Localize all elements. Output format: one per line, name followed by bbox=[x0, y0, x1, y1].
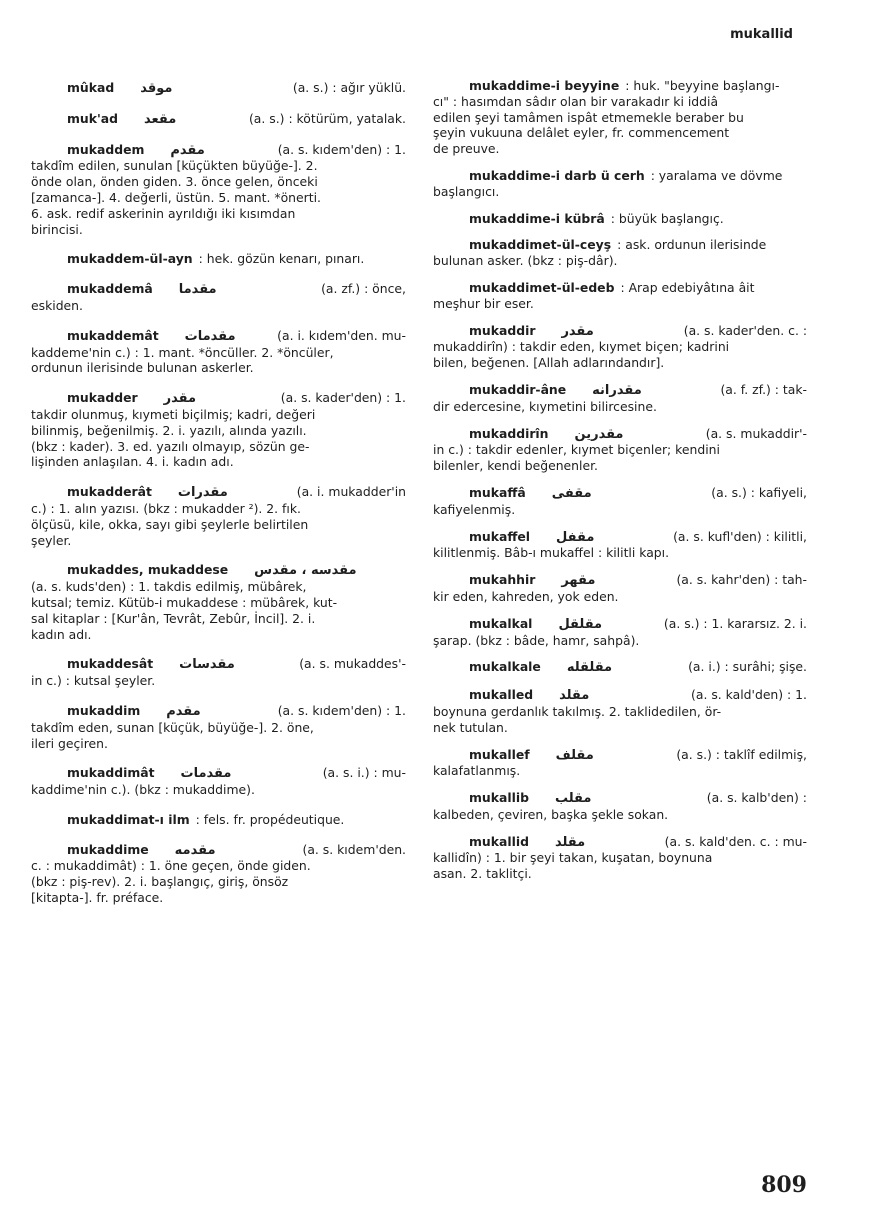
entry-definition-line: (bkz : kader). 3. ed. yazılı olmayıp, sözün ge- bbox=[31, 438, 310, 454]
entry-first-line bbox=[31, 328, 406, 345]
entry-definition-line: [kitapta-]. fr. préface. bbox=[31, 890, 164, 906]
entry-gloss: (a. s. kahr'den) : tah- bbox=[676, 572, 807, 588]
entry-gloss: (a. s.) : ağır yüklü. bbox=[292, 80, 406, 95]
entry-arabic-script: مقفى bbox=[551, 485, 592, 501]
entry-headword: mukaddemâ bbox=[67, 281, 153, 297]
entry-first-line bbox=[31, 484, 406, 501]
entry-first-line bbox=[433, 426, 807, 443]
dictionary-entry bbox=[31, 390, 406, 470]
entry-first-line bbox=[433, 687, 807, 704]
entry-gloss: (a. s. kalb'den) : bbox=[706, 790, 807, 806]
dictionary-entry bbox=[433, 237, 807, 269]
dictionary-entry bbox=[31, 484, 406, 548]
entry-definition-line: lişinden anlaşılan. 4. i. kadın adı. bbox=[31, 454, 234, 470]
dictionary-entry bbox=[433, 616, 807, 649]
entry-headword: mukalled bbox=[469, 687, 534, 703]
dictionary-entry bbox=[31, 142, 406, 238]
entry-gloss: (a. s. i.) : mu- bbox=[322, 765, 406, 781]
entry-arabic-script: مقدم bbox=[170, 142, 205, 158]
entry-arabic-script: مقفل bbox=[556, 529, 595, 545]
entry-headword: mukaddime-i darb ü cerh bbox=[469, 167, 645, 183]
entry-arabic-script: مقدمات bbox=[180, 766, 232, 782]
entry-gloss: : fels. fr. propédeutique. bbox=[195, 811, 345, 827]
entry-first-line bbox=[31, 765, 406, 782]
dictionary-entry bbox=[433, 168, 807, 200]
left-column bbox=[31, 80, 406, 920]
entry-gloss: (a. s. kıdem'den) : 1. bbox=[277, 141, 406, 157]
dictionary-entry bbox=[433, 834, 807, 882]
entry-definition-line: c. : mukaddimât) : 1. öne geçen, önde giden. bbox=[31, 858, 311, 874]
entry-first-line bbox=[31, 842, 406, 859]
entry-headword: mukallef bbox=[469, 746, 530, 762]
dictionary-entry bbox=[433, 485, 807, 518]
entry-first-line bbox=[31, 80, 406, 97]
dictionary-entry bbox=[31, 562, 406, 642]
entry-definition-line: ölçüsü, kile, okka, sayı gibi şeylerle belirtilen bbox=[31, 516, 309, 532]
entry-headword: mukallib bbox=[469, 790, 529, 806]
entry-arabic-script: مقدرانه bbox=[592, 382, 642, 398]
entry-gloss: : yaralama ve dövme bbox=[650, 167, 783, 183]
running-head: mukallid bbox=[730, 27, 793, 42]
entry-arabic-script: مقدرات bbox=[177, 485, 228, 501]
entry-headword: mukaddem-ül-ayn bbox=[67, 251, 193, 267]
page-number: 809 bbox=[761, 1172, 807, 1198]
entry-gloss: (a. zf.) : önce, bbox=[321, 281, 406, 297]
entry-first-line bbox=[31, 111, 406, 128]
dictionary-entry bbox=[31, 765, 406, 798]
entry-definition-line: şeyin vukuuna delâlet eyler, fr. commencement bbox=[433, 125, 730, 141]
entry-gloss: (a. s. mukaddes'- bbox=[299, 656, 406, 672]
entry-first-line bbox=[433, 237, 807, 253]
entry-headword: mukaddimet-ül-ceyş bbox=[469, 237, 612, 253]
entry-first-line bbox=[433, 659, 807, 676]
entry-headword: mukaddime bbox=[67, 841, 149, 857]
entry-headword: mukaddemât bbox=[67, 327, 159, 343]
entry-definition-line: takdîm eden, sunan [küçük, büyüğe-]. 2. öne, bbox=[31, 719, 314, 735]
entry-definition-line: c.) : 1. alın yazısı. (bkz : mukadder ²). 2. fık. bbox=[31, 500, 301, 516]
entry-arabic-script: مقدرين bbox=[574, 426, 624, 442]
entry-headword: mukaddem bbox=[67, 141, 145, 157]
entry-first-line bbox=[31, 142, 406, 159]
dictionary-entry bbox=[31, 703, 406, 751]
entry-headword: mukaddimet-ül-edeb bbox=[469, 279, 615, 295]
entry-first-line bbox=[31, 656, 406, 673]
entry-definition-line: kadın adı. bbox=[31, 626, 92, 642]
dictionary-entry bbox=[31, 328, 406, 376]
entry-definition-line: kaddeme'nin c.) : 1. mant. *öncüller. 2. *öncüler, bbox=[31, 344, 334, 360]
entry-definition-line: ileri geçiren. bbox=[31, 735, 108, 751]
entry-first-line bbox=[433, 616, 807, 633]
entry-arabic-script: مقدمه bbox=[174, 842, 216, 858]
entry-gloss: : ask. ordunun ilerisinde bbox=[617, 237, 767, 253]
entry-headword: mukalkal bbox=[469, 615, 533, 631]
entry-definition-line: kallidîn) : 1. bir şeyi takan, kuşatan, boynuna bbox=[433, 850, 713, 866]
dictionary-entry bbox=[433, 572, 807, 605]
dictionary-entry bbox=[433, 323, 807, 371]
entry-definition-line: nek tutulan. bbox=[433, 719, 508, 735]
dictionary-entry bbox=[433, 211, 807, 227]
entry-gloss: : büyük başlangıç. bbox=[610, 210, 724, 226]
dictionary-entry bbox=[433, 382, 807, 415]
entry-first-line bbox=[433, 790, 807, 807]
entry-first-line bbox=[433, 323, 807, 340]
entry-headword: mukaffâ bbox=[469, 484, 526, 500]
entry-gloss: : hek. gözün kenarı, pınarı. bbox=[198, 251, 365, 267]
entry-headword: mûkad bbox=[67, 80, 115, 95]
entry-gloss: (a. s. kald'den. c. : mu- bbox=[664, 833, 807, 849]
entry-arabic-script: مقلد bbox=[554, 834, 586, 850]
entry-definition-line: meşhur bir eser. bbox=[433, 295, 534, 311]
entry-arabic-script: مقلب bbox=[554, 791, 592, 807]
entry-gloss: (a. s.) : kötürüm, yatalak. bbox=[248, 110, 406, 126]
entry-definition-line: kafiyelenmiş. bbox=[433, 501, 516, 517]
dictionary-entry bbox=[433, 687, 807, 735]
entry-gloss: (a. s.) : kafiyeli, bbox=[711, 484, 807, 500]
entry-first-line bbox=[433, 168, 807, 184]
entry-gloss: (a. s. kald'den) : 1. bbox=[691, 687, 807, 703]
entry-gloss: (a. s. kıdem'den. bbox=[302, 841, 406, 857]
entry-arabic-script: مقدما bbox=[178, 282, 217, 298]
entry-headword: mukaddesât bbox=[67, 656, 154, 672]
entry-definition-line: bilenler, kendi beğenenler. bbox=[433, 458, 598, 474]
entry-definition-line: kilitlenmiş. Bâb-ı mukaffel : kilitli kapı. bbox=[433, 545, 670, 561]
entry-definition-line: de preuve. bbox=[433, 141, 500, 157]
entry-arabic-script: مقلف bbox=[555, 747, 594, 763]
entry-definition-line: eskiden. bbox=[31, 297, 83, 313]
entry-first-line bbox=[433, 211, 807, 227]
entry-definition-line: dir edercesine, kıymetini bilircesine. bbox=[433, 398, 657, 414]
entry-headword: mukahhir bbox=[469, 572, 536, 588]
entry-headword: mukaddimât bbox=[67, 765, 155, 781]
entry-definition-line: (a. s. kuds'den) : 1. takdis edilmiş, mübârek, bbox=[31, 579, 307, 595]
entry-headword: mukallid bbox=[469, 833, 529, 849]
entry-first-line bbox=[433, 280, 807, 296]
entry-definition-line: in c.) : kutsal şeyler. bbox=[31, 673, 156, 689]
entry-gloss: (a. s.) : 1. kararsız. 2. i. bbox=[663, 615, 807, 631]
dictionary-entry bbox=[433, 659, 807, 676]
dictionary-entry bbox=[433, 78, 807, 157]
entry-definition-line: boynuna gerdanlık takılmış. 2. taklidedilen, ör- bbox=[433, 703, 722, 719]
entry-first-line bbox=[433, 747, 807, 764]
entry-gloss: (a. s. kufl'den) : kilitli, bbox=[673, 528, 807, 544]
entry-definition-line: şarap. (bkz : bâde, hamr, sahpâ). bbox=[433, 632, 640, 648]
dictionary-entry bbox=[433, 747, 807, 780]
entry-definition-line: takdir olunmuş, kıymeti biçilmiş; kadri, değeri bbox=[31, 406, 316, 422]
entry-definition-line: bilen, beğenen. [Allah adlarındandır]. bbox=[433, 355, 665, 371]
entry-first-line bbox=[433, 834, 807, 851]
entry-headword: mukadder bbox=[67, 390, 138, 406]
entry-definition-line: takdîm edilen, sunulan [küçükten büyüğe-]. 2. bbox=[31, 158, 318, 174]
entry-headword: mukaddime-i beyyine bbox=[469, 78, 620, 93]
right-column bbox=[433, 78, 807, 893]
entry-arabic-script: موقد bbox=[140, 81, 173, 96]
entry-gloss: (a. s. mukaddir'- bbox=[705, 425, 807, 441]
entry-first-line bbox=[31, 390, 406, 407]
entry-arabic-script: مقلقله bbox=[566, 660, 613, 676]
entry-definition-line: mukaddirîn) : takdir eden, kıymet biçen; kadrini bbox=[433, 339, 730, 355]
dictionary-entry bbox=[31, 812, 406, 828]
entry-arabic-script: مقدم bbox=[166, 703, 201, 719]
entry-headword: mukaddes, mukaddese bbox=[67, 562, 229, 578]
entry-definition-line: kalafatlanmış. bbox=[433, 763, 521, 779]
entry-gloss: (a. i. mukadder'in bbox=[296, 484, 406, 500]
entry-definition-line: şeyler. bbox=[31, 532, 72, 548]
entry-definition-line: [zamanca-]. 4. değerli, üstün. 5. mant. *önerti. bbox=[31, 189, 321, 205]
entry-arabic-script: مقدسات bbox=[179, 657, 235, 673]
entry-definition-line: kalbeden, çeviren, başka şekle sokan. bbox=[433, 806, 669, 822]
entry-arabic-script: مقلد bbox=[559, 688, 590, 704]
entry-headword: mukaddir bbox=[469, 322, 536, 338]
entry-first-line bbox=[433, 572, 807, 589]
entry-first-line bbox=[433, 78, 807, 94]
entry-headword: mukaddirîn bbox=[469, 425, 549, 441]
dictionary-entry bbox=[433, 790, 807, 823]
entry-definition-line: (bkz : piş-rev). 2. i. başlangıç, giriş, önsöz bbox=[31, 874, 289, 890]
entry-definition-line: kir eden, kahreden, yok eden. bbox=[433, 588, 619, 604]
entry-arabic-script: مقعد bbox=[144, 111, 177, 127]
entry-gloss: : huk. "beyyine başlangı- bbox=[625, 78, 780, 93]
entry-gloss: : Arap edebiyâtına âit bbox=[620, 279, 755, 295]
entry-definition-line: kaddime'nin c.). (bkz : mukaddime). bbox=[31, 782, 255, 798]
entry-headword: muk'ad bbox=[67, 110, 118, 126]
entry-definition-line: asan. 2. taklitçi. bbox=[433, 866, 532, 882]
entry-arabic-script: مقدر bbox=[163, 391, 196, 407]
entry-gloss: (a. i. kıdem'den. mu- bbox=[277, 327, 406, 343]
entry-definition-line: bilinmiş, beğenilmiş. 2. i. yazılı, alında yazılı. bbox=[31, 422, 307, 438]
entry-gloss: (a. s. kıdem'den) : 1. bbox=[277, 702, 406, 718]
entry-definition-line: edilen şeyi tamâmen ispât etmemekle beraber bu bbox=[433, 109, 744, 125]
entry-first-line bbox=[31, 281, 406, 298]
entry-definition-line: in c.) : takdir edenler, kıymet biçenler; kendini bbox=[433, 442, 720, 458]
entry-definition-line: cı" : hasımdan sâdır olan bir varakadır ki iddiâ bbox=[433, 93, 719, 109]
entry-headword: mukaddir-âne bbox=[469, 381, 567, 397]
dictionary-entry bbox=[31, 281, 406, 314]
dictionary-entry bbox=[433, 280, 807, 312]
entry-headword: mukaddim bbox=[67, 702, 141, 718]
entry-definition-line: birincisi. bbox=[31, 221, 83, 237]
entry-definition-line: kutsal; temiz. Kütüb-i mukaddese : mübârek, kut- bbox=[31, 594, 338, 610]
entry-definition-line: bulunan asker. (bkz : piş-dâr). bbox=[433, 253, 618, 269]
entry-headword: mukaddimat-ı ilm bbox=[67, 811, 190, 827]
entry-gloss: (a. s. kader'den) : 1. bbox=[280, 390, 406, 406]
entry-first-line bbox=[433, 485, 807, 502]
entry-arabic-script: مقدمات bbox=[184, 328, 236, 344]
entry-definition-line: ordunun ilerisinde bulunan askerler. bbox=[31, 360, 254, 376]
dictionary-entry bbox=[31, 111, 406, 128]
entry-arabic-script: مقدسه ، مقدس bbox=[254, 563, 357, 579]
entry-headword: mukaddime-i kübrâ bbox=[469, 210, 605, 226]
entry-first-line bbox=[31, 812, 406, 828]
entry-definition-line: önde olan, önden giden. 3. önce gelen, önceki bbox=[31, 174, 318, 190]
entry-definition-line: başlangıcı. bbox=[433, 183, 500, 199]
dictionary-entry bbox=[31, 842, 406, 906]
dictionary-entry bbox=[31, 80, 406, 97]
entry-definition-line: 6. ask. redif askerinin ayrıldığı iki kısımdan bbox=[31, 205, 296, 221]
entry-first-line bbox=[31, 251, 406, 267]
entry-gloss: (a. f. zf.) : tak- bbox=[720, 381, 807, 397]
entry-first-line bbox=[433, 529, 807, 546]
dictionary-entry bbox=[433, 426, 807, 474]
entry-arabic-script: مقهر bbox=[561, 573, 596, 589]
entry-gloss: (a. s. kader'den. c. : bbox=[683, 322, 807, 338]
entry-headword: mukalkale bbox=[469, 659, 541, 675]
dictionary-entry bbox=[31, 656, 406, 689]
entry-headword: mukadderât bbox=[67, 484, 152, 500]
entry-gloss: (a. i.) : surâhi; şişe. bbox=[688, 659, 807, 675]
entry-definition-line: sal kitaplar : [Kur'ân, Tevrât, Zebûr, İncil]. 2. i. bbox=[31, 610, 316, 626]
dictionary-entry bbox=[433, 529, 807, 562]
entry-gloss: (a. s.) : taklîf edilmiş, bbox=[676, 746, 807, 762]
entry-first-line bbox=[31, 562, 406, 579]
entry-arabic-script: مقدر bbox=[561, 323, 594, 339]
entry-first-line bbox=[31, 703, 406, 720]
entry-arabic-script: مقلقل bbox=[558, 616, 603, 632]
entry-first-line bbox=[433, 382, 807, 399]
entry-headword: mukaffel bbox=[469, 528, 531, 544]
dictionary-entry bbox=[31, 251, 406, 267]
